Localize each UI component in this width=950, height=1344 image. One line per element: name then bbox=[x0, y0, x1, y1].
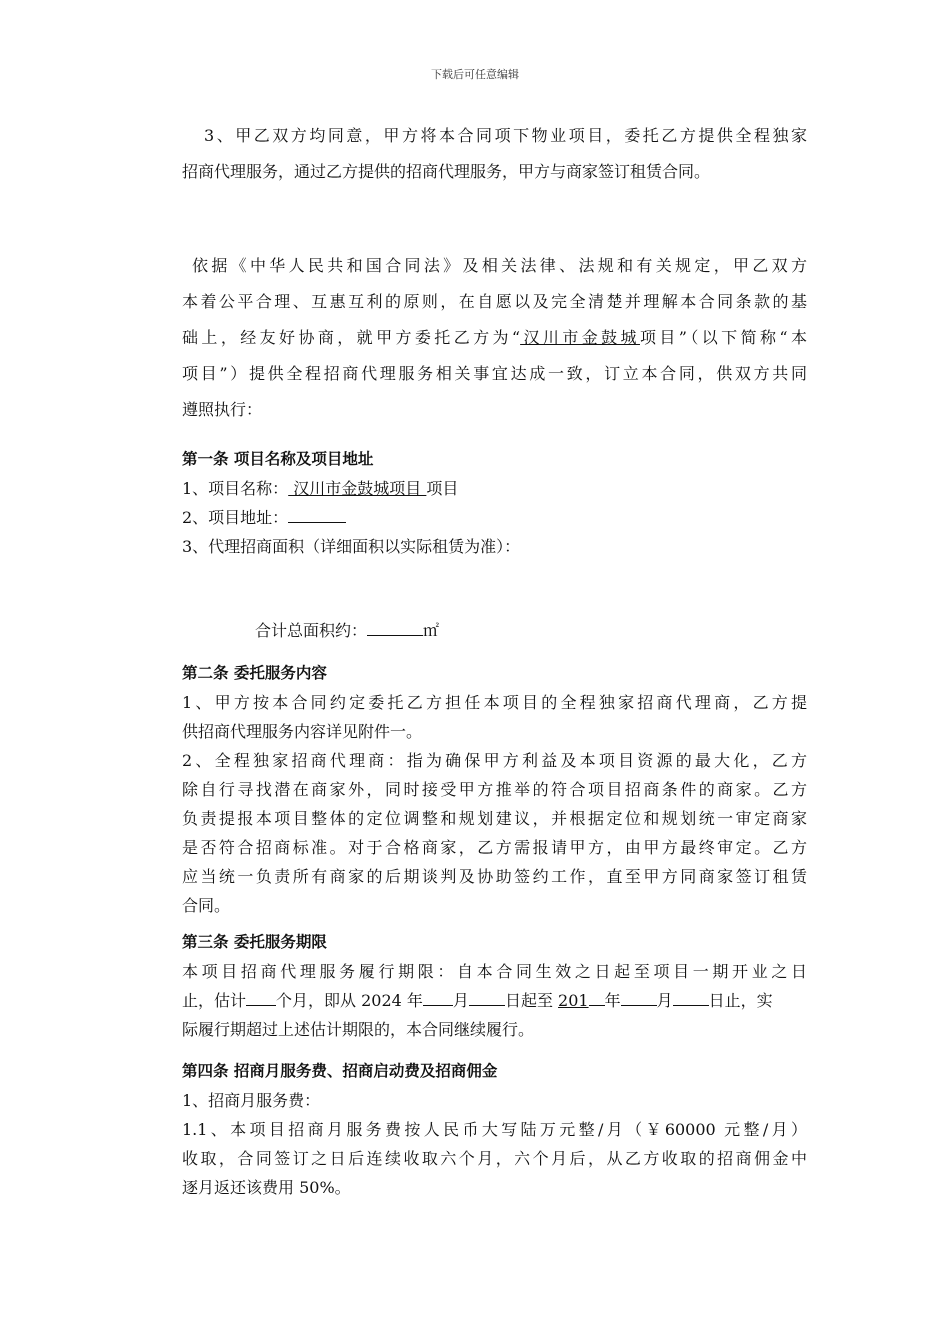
text-segment: 项目 bbox=[426, 479, 459, 498]
article-title: 第四条 招商月服务费、招商启动费及招商佣金 bbox=[182, 1062, 498, 1080]
text-line: 应当统一负责所有商家的后期谈判及协助签约工作，直至甲方同商家签订租赁 bbox=[182, 867, 807, 886]
start-month-blank bbox=[423, 989, 453, 1006]
article-4 bbox=[182, 1057, 807, 1202]
article-title: 第三条 委托服务期限 bbox=[182, 933, 327, 951]
text-line bbox=[182, 986, 807, 1015]
article-title: 第二条 委托服务内容 bbox=[182, 664, 327, 682]
total-area bbox=[255, 616, 655, 645]
article-3 bbox=[182, 928, 807, 1044]
article-title: 第一条 项目名称及项目地址 bbox=[182, 450, 374, 468]
text-segment: 日止，实 bbox=[708, 991, 773, 1010]
end-month-blank bbox=[621, 989, 657, 1006]
area-unit: ㎡ bbox=[423, 621, 440, 640]
text-line: 本项目招商代理服务履行期限：自本合同生效之日起至项目一期开业之日 bbox=[182, 962, 807, 981]
text-line: 际履行期超过上述估计期限的，本合同继续履行。 bbox=[182, 1020, 535, 1039]
text-line: 招商代理服务，通过乙方提供的招商代理服务，甲方与商家签订租赁合同。 bbox=[182, 162, 711, 181]
end-year: 201 bbox=[558, 991, 589, 1010]
text-line: 合同。 bbox=[182, 896, 231, 915]
text-line bbox=[255, 616, 655, 645]
text-line: 项目”）提供全程招商代理服务相关事宜达成一致，订立本合同，供双方共同 bbox=[182, 364, 807, 383]
project-name: 汉川市金鼓城 bbox=[520, 328, 640, 347]
text-line: 1.1、本项目招商月服务费按人民币大写陆万元整/月（￥60000 元整/月） bbox=[182, 1120, 807, 1139]
text-line: 负责提报本项目整体的定位调整和规划建议，并根据定位和规划统一审定商家 bbox=[182, 809, 807, 828]
text-segment: 月 bbox=[452, 991, 469, 1010]
article-2 bbox=[182, 659, 807, 920]
text-line bbox=[182, 503, 807, 532]
article-1 bbox=[182, 445, 807, 561]
text-line: 遵照执行： bbox=[182, 400, 263, 419]
start-day-blank bbox=[469, 989, 505, 1006]
end-day-blank bbox=[673, 989, 709, 1006]
preamble bbox=[182, 248, 807, 428]
text-segment: 止，估计 bbox=[182, 991, 247, 1010]
text-segment: 项目”（以下简称“本 bbox=[639, 328, 807, 347]
text-line: 本着公平合理、互惠互利的原则，在自愿以及完全清楚并理解本合同条款的基 bbox=[182, 292, 807, 311]
text-segment: 年 bbox=[604, 991, 621, 1010]
end-year-blank bbox=[589, 989, 605, 1006]
field-label: 2、项目地址： bbox=[182, 508, 289, 527]
header-note: 下载后可任意编辑 bbox=[431, 68, 519, 81]
text-line: 3、代理招商面积（详细面积以实际租赁为准）： bbox=[182, 537, 521, 556]
text-line: 1、甲方按本合同约定委托乙方担任本项目的全程独家招商代理商，乙方提 bbox=[182, 693, 807, 712]
text-line: 依据《中华人民共和国合同法》及相关法律、法规和有关规定，甲乙双方 bbox=[192, 256, 807, 275]
text-line: 1、招商月服务费： bbox=[182, 1091, 321, 1110]
text-line: 2、全程独家招商代理商：指为确保甲方利益及本项目资源的最大化，乙方 bbox=[182, 751, 807, 770]
text-line: 收取，合同签订之日后连续收取六个月，六个月后，从乙方收取的招商佣金中 bbox=[182, 1149, 807, 1168]
months-blank bbox=[246, 989, 276, 1006]
text-line: 逐月返还该费用 50%。 bbox=[182, 1178, 351, 1197]
text-segment: 础上，经友好协商，就甲方委托乙方为“ bbox=[182, 328, 521, 347]
text-segment: 日起至 bbox=[504, 991, 559, 1010]
field-label: 1、项目名称： bbox=[182, 479, 289, 498]
text-line: 是否符合招商标准。对于合格商家，乙方需报请甲方，由甲方最终审定。乙方 bbox=[182, 838, 807, 857]
area-blank bbox=[367, 619, 423, 636]
address-blank bbox=[288, 506, 346, 523]
project-name-field: 汉川市金鼓城项目 bbox=[288, 479, 427, 498]
text-segment: 个月，即从 2024 年 bbox=[276, 991, 423, 1010]
text-line bbox=[182, 474, 807, 503]
text-line: 供招商代理服务内容详见附件一。 bbox=[182, 722, 423, 741]
field-label: 合计总面积约： bbox=[255, 621, 368, 640]
clause3-intro bbox=[182, 118, 807, 190]
text-segment: 月 bbox=[656, 991, 673, 1010]
text-line: 3、甲乙双方均同意，甲方将本合同项下物业项目，委托乙方提供全程独家 bbox=[204, 126, 807, 145]
text-line: 除自行寻找潜在商家外，同时接受甲方推举的符合项目招商条件的商家。乙方 bbox=[182, 780, 807, 799]
text-line bbox=[182, 320, 807, 356]
